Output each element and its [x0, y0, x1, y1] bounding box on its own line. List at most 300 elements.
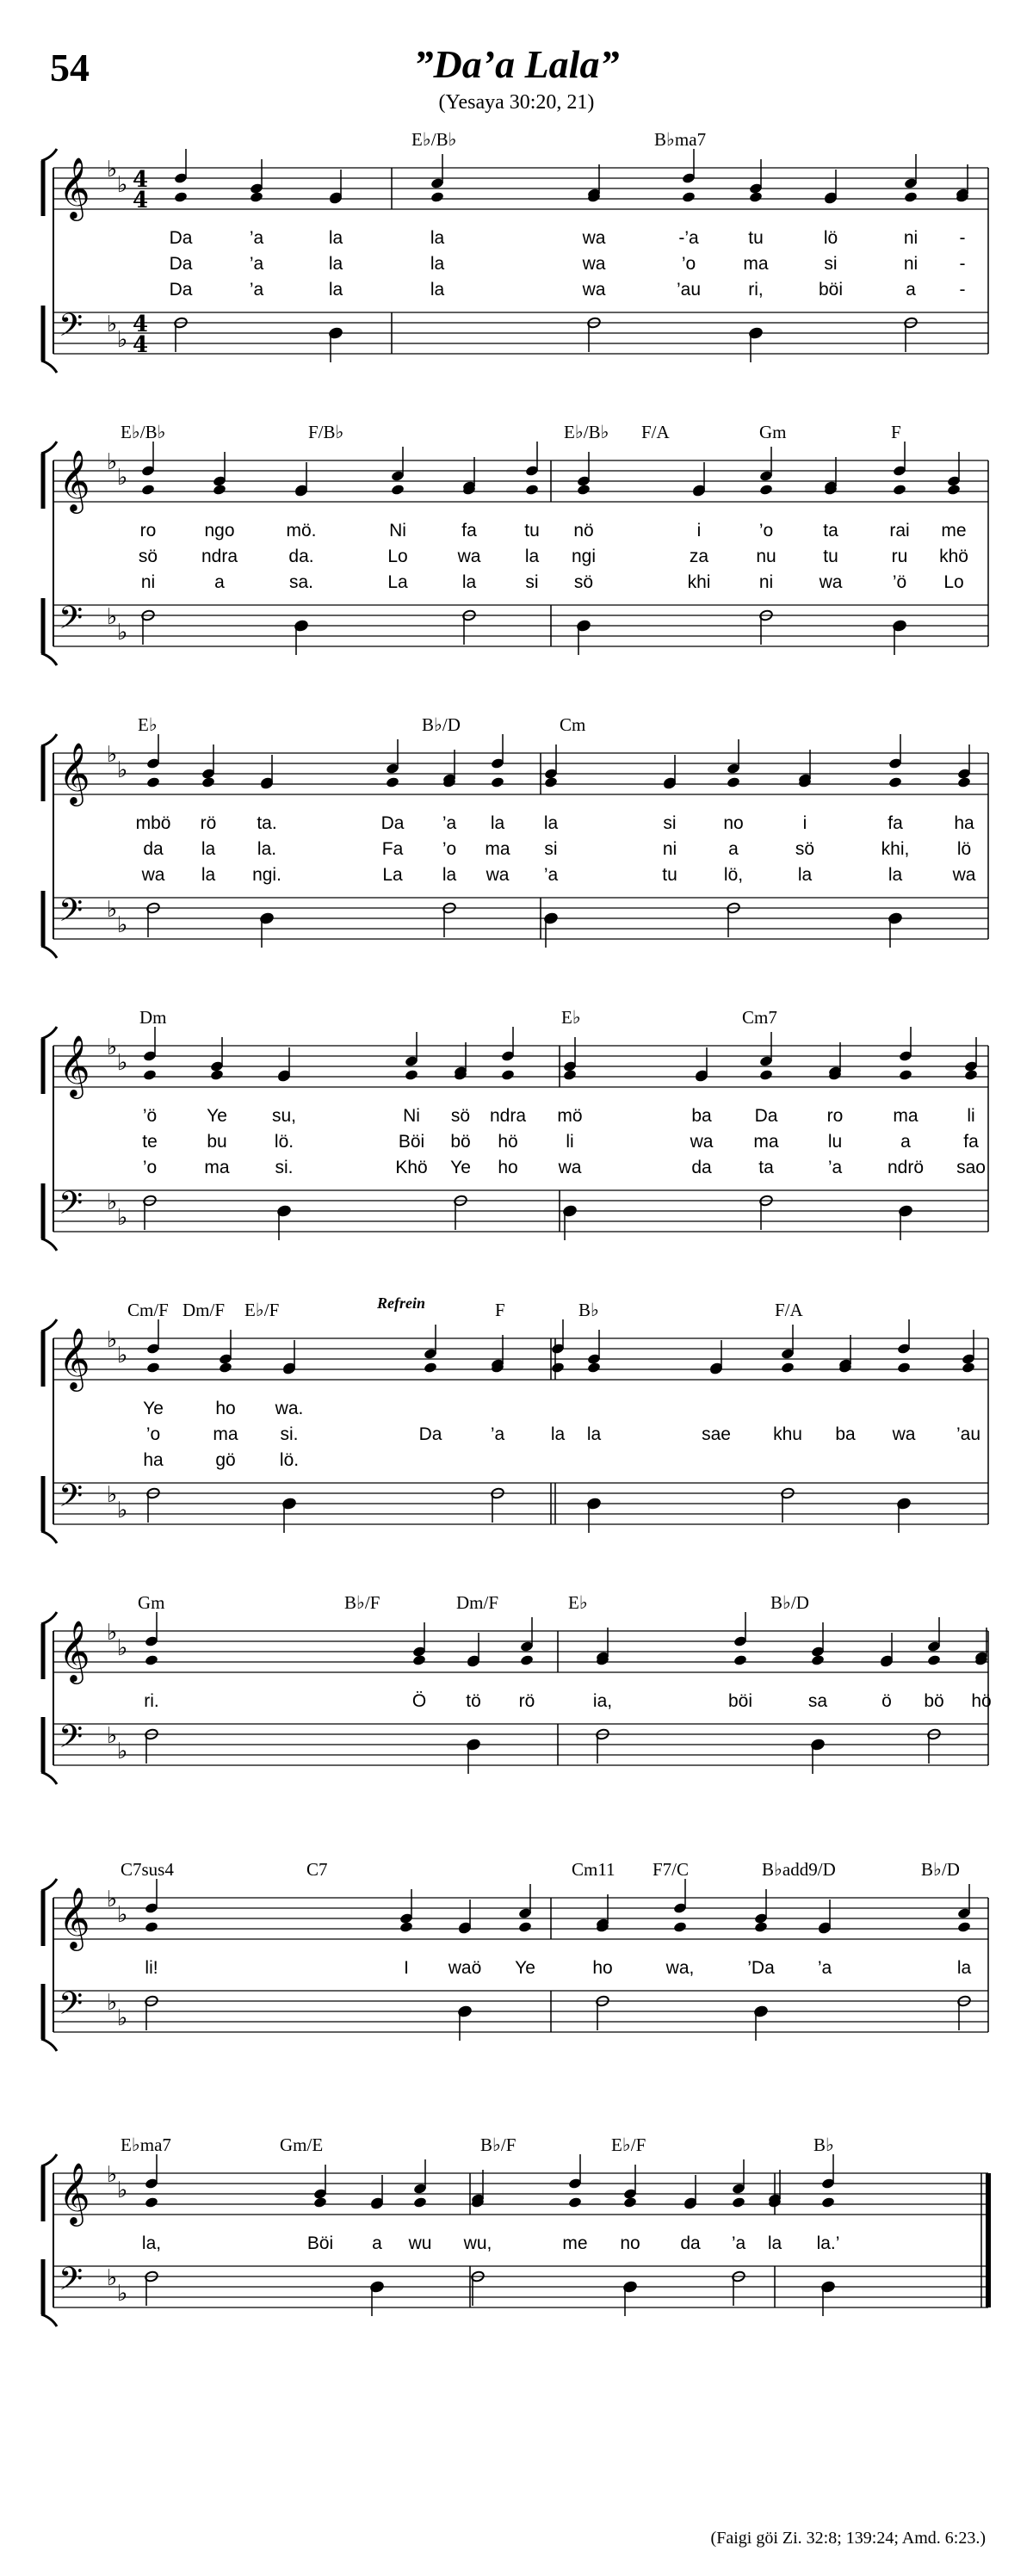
- lyric-syllable: lö.: [279, 1450, 300, 1470]
- chord-symbol: Cm11: [572, 1859, 615, 1880]
- notehead: [213, 484, 227, 496]
- lyric-syllable: la,: [141, 2233, 162, 2253]
- lyric-syllable: Ye: [143, 1399, 164, 1418]
- notehead: [210, 1069, 225, 1081]
- lyric-syllable: ngi: [571, 547, 597, 566]
- lyric-syllable: rai: [889, 521, 910, 541]
- chord-symbol: E♭: [138, 714, 158, 735]
- bass-clef-icon: 𝄢: [59, 1986, 84, 2029]
- lyric-syllable: ’au: [676, 280, 702, 300]
- lyric-syllable: ndra: [201, 547, 238, 566]
- flat-key-signature-icon: ♭: [117, 1635, 128, 1661]
- lyric-syllable: la.’: [816, 2233, 840, 2253]
- chord-symbol: E♭/F: [244, 1300, 280, 1320]
- notehead: [143, 1069, 158, 1081]
- chord-symbol: B♭: [813, 2134, 834, 2155]
- notehead: [424, 1362, 438, 1374]
- lyric-syllable: mö: [557, 1106, 583, 1126]
- lyric-syllable: ngo: [204, 521, 235, 541]
- flat-key-signature-icon: ♭: [107, 604, 118, 630]
- lyric-syllable: sa: [807, 1691, 828, 1711]
- lyric-syllable: ri,: [748, 280, 764, 300]
- lyric-syllable: ba: [835, 1424, 856, 1444]
- lyric-syllable: te: [142, 1132, 158, 1152]
- bass-clef-icon: 𝄢: [59, 600, 84, 644]
- flat-key-signature-icon: ♭: [107, 1035, 118, 1060]
- lyric-syllable: Da: [754, 1106, 778, 1126]
- lyric-syllable: lö: [823, 228, 838, 248]
- chord-symbol: C7sus4: [121, 1859, 174, 1880]
- lyric-syllable: Da: [169, 254, 193, 274]
- notehead: [821, 2196, 836, 2208]
- lyric-syllable: ’a: [249, 280, 264, 300]
- chord-symbol: B♭ma7: [654, 129, 707, 150]
- lyric-syllable: wu: [408, 2233, 432, 2253]
- flat-key-signature-icon: ♭: [117, 1343, 128, 1368]
- notehead: [174, 191, 189, 203]
- chord-symbol: Dm/F: [182, 1300, 226, 1320]
- lyric-syllable: la: [524, 547, 540, 566]
- notehead: [888, 776, 903, 788]
- flat-key-signature-icon: ♭: [107, 1887, 118, 1912]
- notehead: [893, 484, 907, 496]
- music-system-6: [0, 1592, 1033, 1791]
- notehead: [391, 484, 405, 496]
- notehead: [811, 1654, 826, 1666]
- lyric-syllable: tu: [524, 521, 540, 541]
- lyric-syllable: wa: [582, 280, 606, 300]
- time-signature: 4: [133, 167, 149, 193]
- flat-key-signature-icon: ♭: [117, 2178, 128, 2203]
- notehead: [145, 1654, 159, 1666]
- lyric-syllable: wa: [892, 1424, 916, 1444]
- flat-key-signature-icon: ♭: [107, 742, 118, 768]
- bass-clef-icon: 𝄢: [59, 893, 84, 936]
- lyric-syllable: no: [620, 2233, 640, 2253]
- lyric-syllable: ma: [213, 1424, 238, 1444]
- lyric-syllable: Ni: [403, 1106, 420, 1126]
- lyric-syllable: a: [906, 280, 916, 300]
- lyric-syllable: La: [382, 865, 403, 885]
- lyric-syllable: si: [525, 572, 539, 592]
- music-system-7: [0, 1859, 1033, 2058]
- lyric-syllable: me: [941, 521, 967, 541]
- notehead: [491, 776, 505, 788]
- notehead: [386, 776, 400, 788]
- bass-clef-icon: 𝄢: [59, 307, 84, 351]
- flat-key-signature-icon: ♭: [107, 1189, 118, 1215]
- lyric-syllable: la: [888, 865, 903, 885]
- flat-key-signature-icon: ♭: [107, 1482, 118, 1508]
- chord-symbol: Gm: [759, 422, 787, 442]
- lyric-syllable: la: [490, 813, 505, 833]
- lyric-syllable: ro: [139, 521, 157, 541]
- notehead: [964, 1069, 979, 1081]
- lyric-syllable: nö: [573, 521, 594, 541]
- lyric-syllable: Ö: [411, 1691, 427, 1711]
- notehead: [544, 776, 559, 788]
- notehead: [145, 1921, 159, 1933]
- lyric-syllable: sö: [450, 1106, 471, 1126]
- scripture-reference: (Yesaya 30:20, 21): [438, 91, 595, 114]
- lyric-syllable: ho: [592, 1958, 613, 1978]
- chord-symbol: B♭/F: [344, 1592, 380, 1613]
- time-signature: 4: [133, 188, 149, 213]
- notehead: [141, 484, 156, 496]
- notehead: [146, 776, 161, 788]
- lyric-syllable: ia,: [592, 1691, 613, 1711]
- music-system-4: [0, 1007, 1033, 1257]
- lyric-syllable: ’o: [758, 521, 774, 541]
- notehead: [551, 1362, 566, 1374]
- chord-symbol: E♭: [561, 1007, 581, 1028]
- lyric-syllable: wa: [582, 254, 606, 274]
- lyric-syllable: hö: [498, 1132, 518, 1152]
- lyric-syllable: wa: [582, 228, 606, 248]
- lyric-syllable: da: [691, 1158, 712, 1177]
- flat-key-signature-icon: ♭: [107, 1723, 118, 1749]
- chord-symbol: B♭/D: [422, 714, 461, 735]
- notehead: [568, 2196, 583, 2208]
- lyric-syllable: lö.: [274, 1132, 294, 1152]
- lyric-syllable: la: [430, 228, 445, 248]
- lyric-syllable: ri.: [144, 1691, 159, 1711]
- treble-clef-icon: 𝄞: [59, 1034, 90, 1096]
- lyric-syllable: böi: [818, 280, 844, 300]
- lyric-syllable: si: [663, 813, 677, 833]
- lyric-syllable: mbö: [135, 813, 171, 833]
- flat-key-signature-icon: ♭: [107, 312, 118, 337]
- lyric-syllable: ’au: [956, 1424, 981, 1444]
- treble-clef-icon: 𝄞: [59, 2161, 90, 2224]
- chord-symbol: B♭: [578, 1300, 599, 1320]
- music-system-2: [0, 422, 1033, 672]
- lyric-syllable: li: [566, 1132, 574, 1152]
- song-title: ”Da’a Lala”: [413, 42, 620, 86]
- time-signature: 4: [133, 332, 149, 358]
- lyric-syllable: la: [328, 254, 343, 274]
- music-system-8: [0, 2134, 1033, 2333]
- lyric-syllable: Böi: [398, 1132, 425, 1152]
- flat-key-signature-icon: ♭: [117, 1498, 128, 1523]
- notehead: [219, 1362, 233, 1374]
- lyric-syllable: ni: [662, 839, 677, 859]
- lyric-syllable: ma: [485, 839, 510, 859]
- lyric-syllable: da: [143, 839, 164, 859]
- page-number: 54: [50, 46, 90, 90]
- lyric-syllable: ndrö: [887, 1158, 925, 1177]
- notehead: [727, 776, 741, 788]
- chord-symbol: Gm: [138, 1592, 165, 1613]
- lyric-syllable: da.: [288, 547, 314, 566]
- lyric-syllable: li!: [145, 1958, 158, 1978]
- lyric-syllable: ndra: [489, 1106, 527, 1126]
- lyric-syllable: la: [586, 1424, 602, 1444]
- chord-symbol: Cm/F: [127, 1300, 169, 1320]
- lyric-syllable: ’a: [543, 865, 559, 885]
- flat-key-signature-icon: ♭: [107, 1990, 118, 2016]
- treble-clef-icon: 𝄞: [59, 1326, 90, 1389]
- lyric-syllable: ’o: [442, 839, 457, 859]
- treble-clef-icon: 𝄞: [59, 1886, 90, 1949]
- bass-clef-icon: 𝄢: [59, 2261, 84, 2305]
- lyric-syllable: la: [543, 813, 559, 833]
- flat-key-signature-icon: ♭: [107, 157, 118, 182]
- notehead: [957, 1921, 972, 1933]
- lyric-syllable: la.: [257, 839, 277, 859]
- lyric-syllable: tu: [662, 865, 677, 885]
- notehead: [957, 776, 972, 788]
- chord-symbol: F: [495, 1300, 505, 1320]
- chord-symbol: F: [891, 422, 901, 442]
- notehead: [733, 1654, 748, 1666]
- lyric-syllable: ’a: [442, 813, 457, 833]
- treble-clef-icon: 𝄞: [59, 156, 90, 219]
- notehead: [250, 191, 264, 203]
- flat-key-signature-icon: ♭: [117, 2281, 128, 2307]
- lyric-syllable: la: [550, 1424, 566, 1444]
- lyric-syllable: Ye: [450, 1158, 471, 1177]
- lyric-syllable: ta.: [257, 813, 277, 833]
- lyric-syllable: la: [328, 228, 343, 248]
- lyric-syllable: nu: [756, 547, 776, 566]
- lyric-syllable: khi: [687, 572, 711, 592]
- notehead: [313, 2196, 328, 2208]
- lyric-syllable: khö: [939, 547, 968, 566]
- lyric-syllable: tö: [466, 1691, 481, 1711]
- lyric-syllable: Ye: [515, 1958, 535, 1978]
- lyric-syllable: ngi.: [252, 865, 281, 885]
- flat-key-signature-icon: ♭: [117, 1050, 128, 1076]
- lyric-syllable: i: [696, 521, 702, 541]
- flat-key-signature-icon: ♭: [117, 620, 128, 646]
- flat-key-signature-icon: ♭: [117, 327, 128, 353]
- lyric-syllable: ’ö: [892, 572, 907, 592]
- notehead: [899, 1069, 913, 1081]
- lyric-syllable: ru: [891, 547, 908, 566]
- lyric-syllable: ni: [903, 254, 919, 274]
- lyric-syllable: la: [442, 865, 457, 885]
- lyric-syllable: si.: [275, 1158, 294, 1177]
- lyric-syllable: I: [404, 1958, 409, 1978]
- flat-key-signature-icon: ♭: [117, 1739, 128, 1764]
- flat-key-signature-icon: ♭: [107, 897, 118, 923]
- lyric-syllable: rö: [518, 1691, 535, 1711]
- lyric-syllable: ha: [143, 1450, 164, 1470]
- flat-key-signature-icon: ♭: [117, 1205, 128, 1231]
- lyric-syllable: la: [461, 572, 477, 592]
- bass-clef-icon: 𝄢: [59, 1719, 84, 1763]
- notehead: [897, 1362, 912, 1374]
- lyric-syllable: Lo: [387, 547, 408, 566]
- notehead: [413, 2196, 428, 2208]
- notehead: [399, 1921, 414, 1933]
- lyric-syllable: ba: [691, 1106, 712, 1126]
- lyric-syllable: -: [959, 254, 966, 274]
- lyric-syllable: ’o: [145, 1424, 161, 1444]
- notehead: [759, 484, 774, 496]
- chord-symbol: Gm/E: [280, 2134, 324, 2155]
- lyric-syllable: wa: [486, 865, 510, 885]
- chord-symbol: E♭/B♭: [564, 422, 609, 442]
- lyric-syllable: ma: [743, 254, 769, 274]
- lyric-syllable: la: [767, 2233, 782, 2253]
- lyric-syllable: ’ö: [142, 1106, 158, 1126]
- lyric-syllable: za: [689, 547, 709, 566]
- chord-symbol: F/A: [641, 422, 670, 442]
- lyric-syllable: su,: [271, 1106, 297, 1126]
- notehead: [146, 1362, 161, 1374]
- notehead: [577, 484, 591, 496]
- chord-symbol: Cm: [560, 714, 586, 735]
- notehead: [947, 484, 962, 496]
- lyric-syllable: me: [562, 2233, 588, 2253]
- lyric-syllable: la: [797, 865, 813, 885]
- treble-clef-icon: 𝄞: [59, 741, 90, 804]
- chord-symbol: Cm7: [742, 1007, 777, 1028]
- notehead: [201, 776, 216, 788]
- lyric-syllable: ho: [215, 1399, 236, 1418]
- lyric-syllable: ’a: [827, 1158, 843, 1177]
- lyric-syllable: ha: [954, 813, 974, 833]
- flat-key-signature-icon: ♭: [107, 1327, 118, 1353]
- notehead: [525, 484, 540, 496]
- lyric-syllable: a: [372, 2233, 382, 2253]
- lyric-syllable: a: [728, 839, 739, 859]
- lyric-syllable: ni: [140, 572, 156, 592]
- lyric-syllable: li: [967, 1106, 975, 1126]
- lyric-syllable: ö: [881, 1691, 892, 1711]
- notehead: [759, 1069, 774, 1081]
- lyric-syllable: gö: [215, 1450, 236, 1470]
- lyric-syllable: fa: [963, 1132, 979, 1152]
- lyric-syllable: si: [544, 839, 558, 859]
- chord-symbol: B♭add9/D: [762, 1859, 836, 1880]
- music-system-3: [0, 714, 1033, 965]
- lyric-syllable: ta: [823, 521, 838, 541]
- flat-key-signature-icon: ♭: [107, 2265, 118, 2291]
- music-system-1: [0, 129, 1033, 380]
- lyric-syllable: bu: [207, 1132, 227, 1152]
- lyric-syllable: wa.: [275, 1399, 304, 1418]
- lyric-syllable: i: [802, 813, 807, 833]
- chord-symbol: E♭/B♭: [121, 422, 166, 442]
- notehead: [927, 1654, 942, 1666]
- bass-clef-icon: 𝄢: [59, 1478, 84, 1522]
- chord-symbol: E♭/F: [611, 2134, 646, 2155]
- lyric-syllable: -: [959, 228, 966, 248]
- notehead: [430, 191, 445, 203]
- flat-key-signature-icon: ♭: [107, 1620, 118, 1646]
- flat-key-signature-icon: ♭: [117, 2005, 128, 2031]
- lyric-syllable: ’a: [249, 254, 264, 274]
- lyric-syllable: la: [328, 280, 343, 300]
- notehead: [749, 191, 764, 203]
- lyric-syllable: ni: [758, 572, 774, 592]
- flat-key-signature-icon: ♭: [107, 449, 118, 475]
- lyric-syllable: tu: [748, 228, 764, 248]
- lyric-syllable: wa: [819, 572, 843, 592]
- lyric-syllable: da: [680, 2233, 701, 2253]
- chord-symbol: F7/C: [653, 1859, 690, 1880]
- lyric-syllable: Khö: [395, 1158, 428, 1177]
- lyric-syllable: la: [201, 865, 216, 885]
- lyric-syllable: lö: [956, 839, 972, 859]
- time-signature: 4: [133, 312, 149, 337]
- footer-references: (Faigi göi Zi. 32:8; 139:24; Amd. 6:23.): [710, 2529, 986, 2548]
- notehead: [962, 1362, 976, 1374]
- chord-symbol: C7: [306, 1859, 328, 1880]
- lyric-syllable: -: [959, 280, 966, 300]
- lyric-syllable: sae: [702, 1424, 731, 1444]
- chord-symbol: F/B♭: [308, 422, 344, 442]
- flat-key-signature-icon: ♭: [117, 912, 128, 938]
- treble-clef-icon: 𝄞: [59, 448, 90, 511]
- flat-key-signature-icon: ♭: [107, 2162, 118, 2188]
- notehead: [781, 1362, 795, 1374]
- lyric-syllable: Da: [169, 280, 193, 300]
- lyric-syllable: la: [430, 254, 445, 274]
- music-system-5: [0, 1294, 1033, 1550]
- lyric-syllable: ma: [893, 1106, 919, 1126]
- chord-symbol: Dm/F: [456, 1592, 499, 1613]
- lyric-syllable: a: [214, 572, 225, 592]
- chord-symbol: B♭/D: [770, 1592, 809, 1613]
- lyric-syllable: si: [824, 254, 838, 274]
- lyric-syllable: ’a: [817, 1958, 832, 1978]
- lyric-syllable: sö: [795, 839, 815, 859]
- lyric-syllable: wa: [690, 1132, 714, 1152]
- lyric-syllable: böi: [727, 1691, 753, 1711]
- lyric-syllable: la: [956, 1958, 972, 1978]
- lyric-syllable: wu,: [463, 2233, 492, 2253]
- lyric-syllable: hö: [971, 1691, 992, 1711]
- lyric-syllable: ’a: [490, 1424, 505, 1444]
- lyric-syllable: ’a: [731, 2233, 746, 2253]
- notehead: [563, 1069, 578, 1081]
- notehead: [412, 1654, 427, 1666]
- notehead: [405, 1069, 419, 1081]
- lyric-syllable: waö: [448, 1958, 482, 1978]
- lyric-syllable: Da: [380, 813, 405, 833]
- lyric-syllable: Ye: [207, 1106, 227, 1126]
- lyric-syllable: khi,: [881, 839, 910, 859]
- lyric-syllable: fa: [461, 521, 477, 541]
- chord-symbol: B♭/F: [480, 2134, 516, 2155]
- lyric-syllable: sö: [573, 572, 594, 592]
- lyric-syllable: ’Da: [747, 1958, 775, 1978]
- lyric-syllable: la: [430, 280, 445, 300]
- lyric-syllable: wa,: [665, 1958, 695, 1978]
- treble-clef-icon: 𝄞: [59, 1619, 90, 1682]
- lyric-syllable: ’a: [249, 228, 264, 248]
- lyric-syllable: la: [201, 839, 216, 859]
- flat-key-signature-icon: ♭: [117, 757, 128, 783]
- lyric-syllable: rö: [200, 813, 217, 833]
- lyric-syllable: -’a: [678, 228, 699, 248]
- notehead: [501, 1069, 516, 1081]
- lyric-syllable: fa: [888, 813, 903, 833]
- lyric-syllable: lu: [827, 1132, 843, 1152]
- lyric-syllable: wa: [141, 865, 165, 885]
- lyric-syllable: si.: [280, 1424, 299, 1444]
- notehead: [904, 191, 919, 203]
- notehead: [673, 1921, 688, 1933]
- chord-symbol: E♭/B♭: [411, 129, 457, 150]
- notehead: [732, 2196, 746, 2208]
- chord-symbol: Dm: [139, 1007, 167, 1028]
- lyric-syllable: ma: [753, 1132, 779, 1152]
